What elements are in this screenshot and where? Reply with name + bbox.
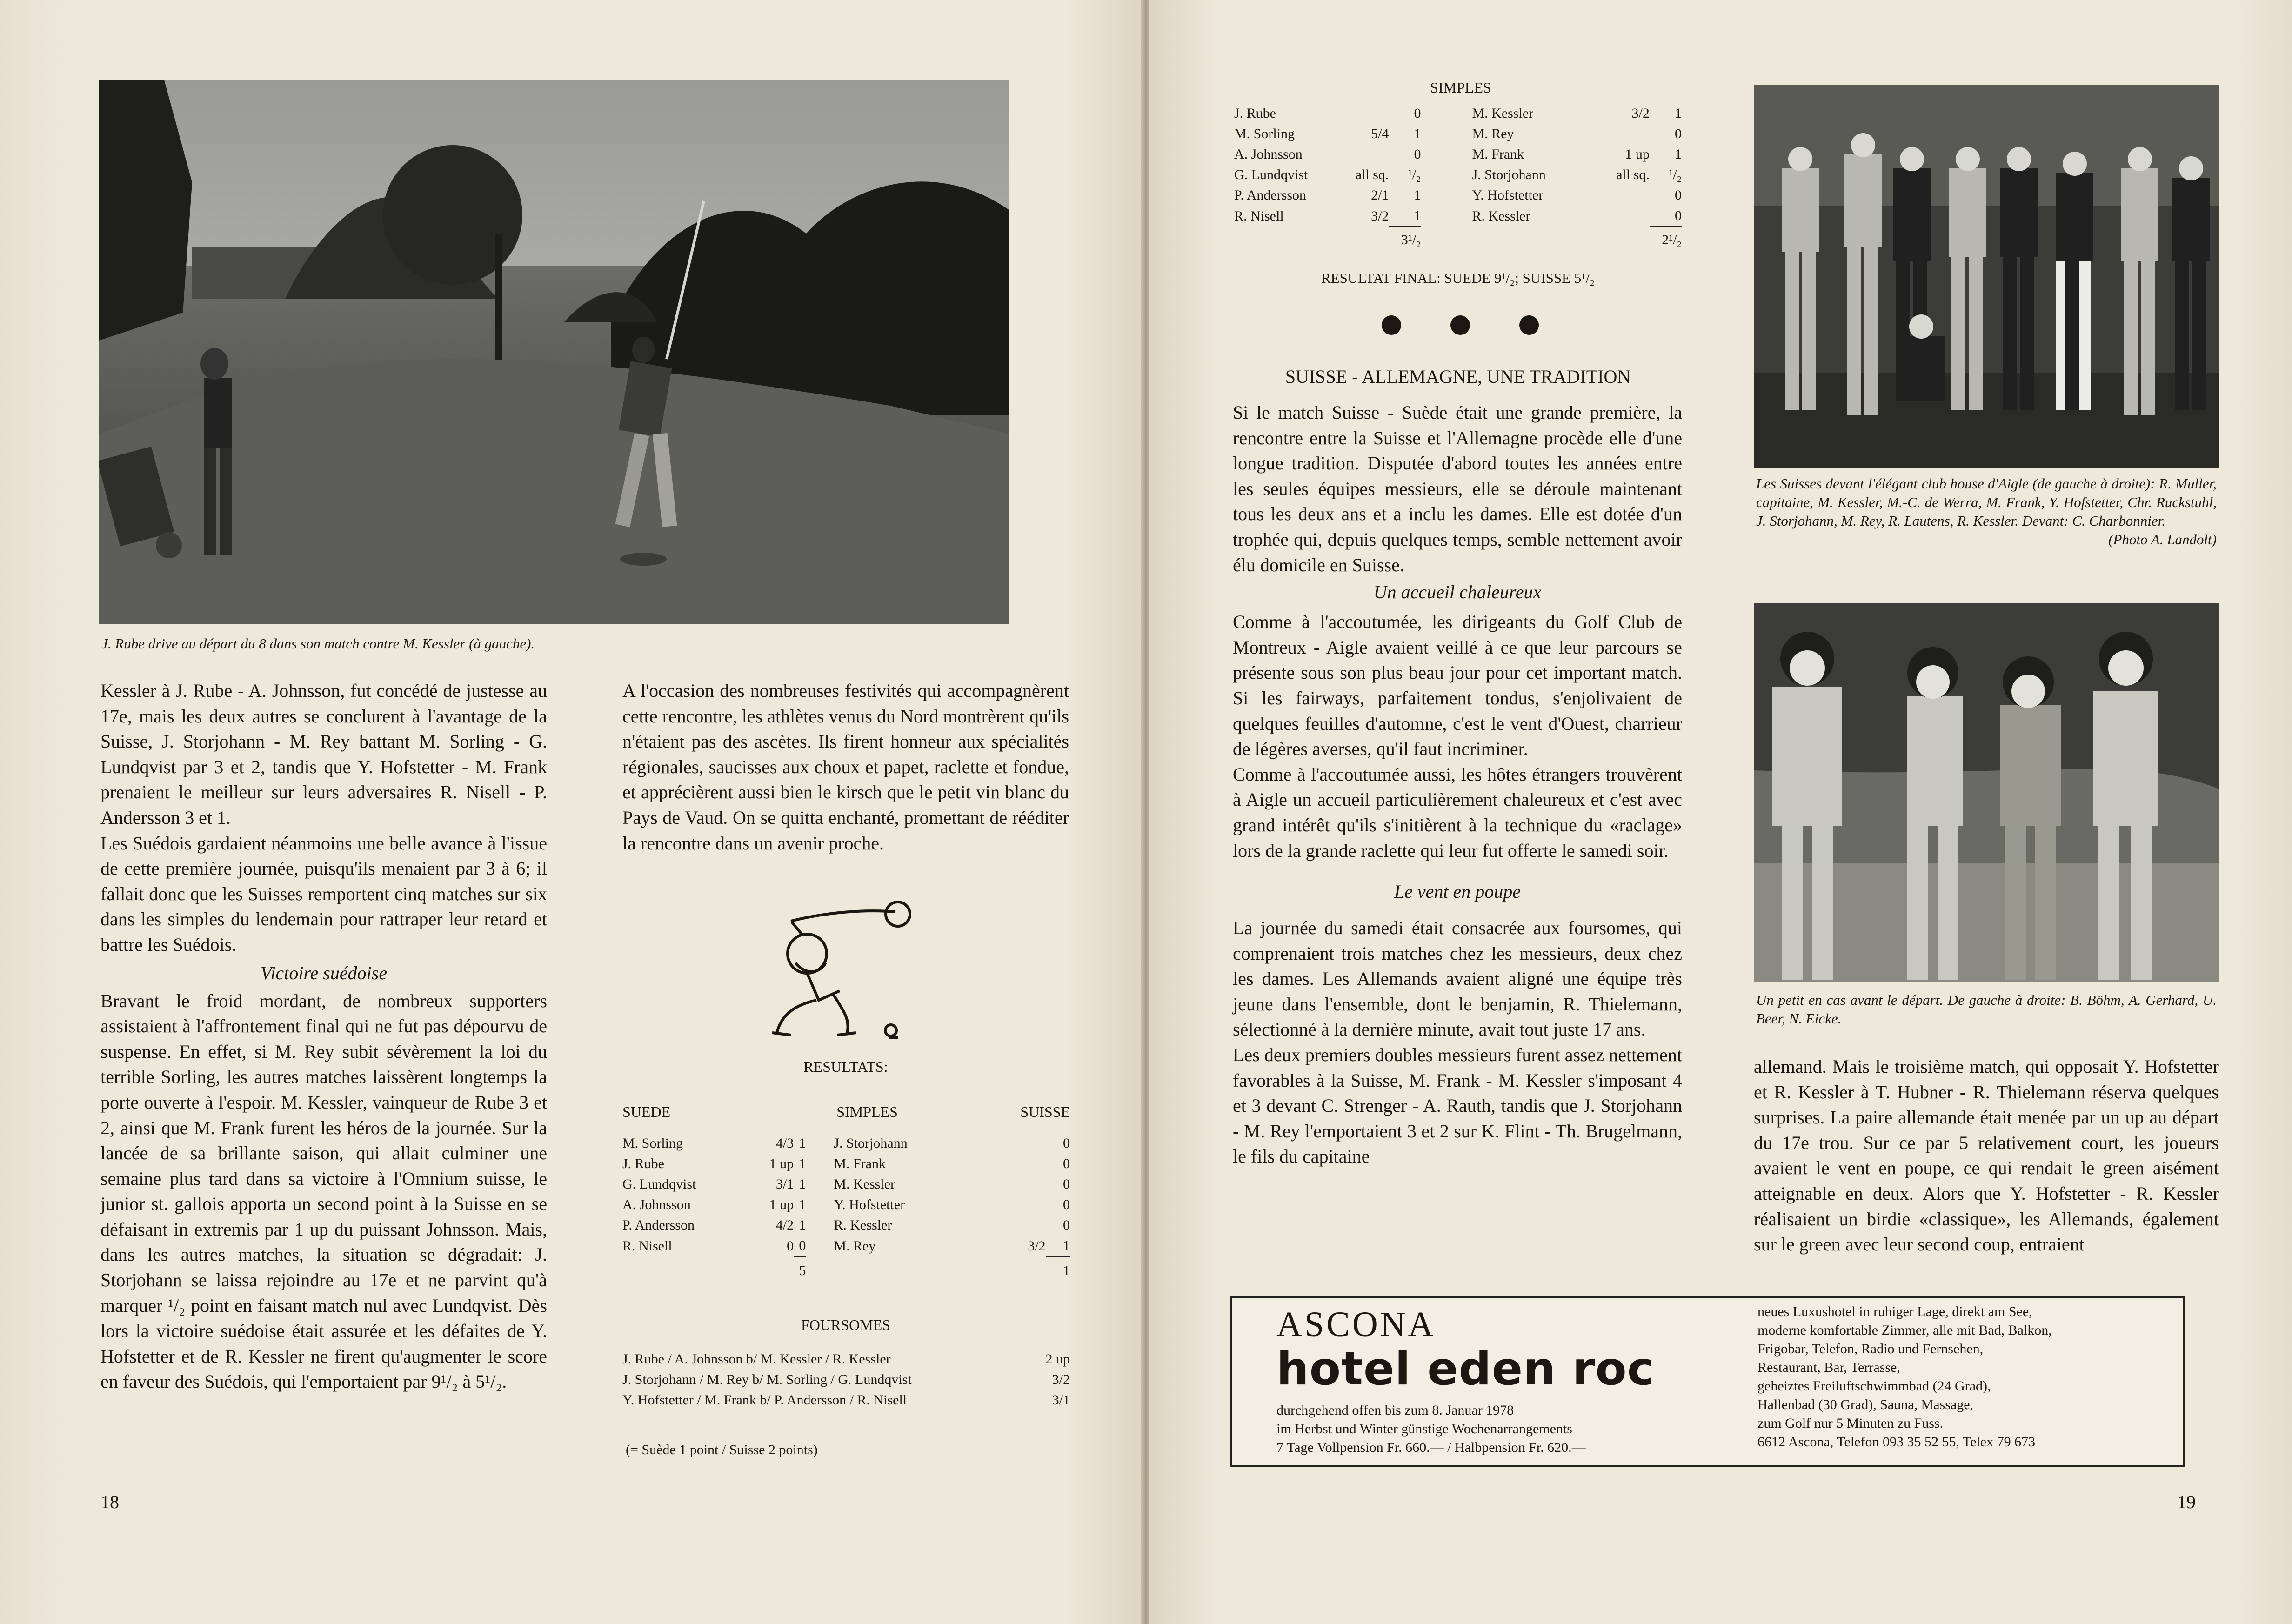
table-row [1234, 103, 1682, 124]
points-switzerland: 0 [1063, 1156, 1070, 1171]
margin-switzerland [983, 1174, 1046, 1195]
totals-row [1234, 227, 1682, 250]
margin-switzerland [983, 1154, 1046, 1174]
paragraph: Les Suédois gardaient néanmoins une belle avance à l'issue de cette première journée, puisqu'ils menaient par 3 à 6; il fallait donc que les Suisses remportent cinq matches sur six dans les simples du lendemain pour rattraper leur retard et battre les Suédois. [100, 832, 547, 955]
margin-sweden: 1 up [769, 1197, 794, 1212]
caption-text: Les Suisses devant l'élégant club house d'Aigle (de gauche à droite): R. Muller, capitaine, M. Kessler, M.-C. de Werra, M. Frank, Y. Hofstetter, Chr. Ruckstuhl, J. Storjohann, M. Rey, R. Lautens, R. Kessler. Devant: C. Charbonnier. [1756, 475, 2217, 529]
player-sweden: G. Lundqvist [622, 1176, 696, 1192]
ladies-snack-scene [1754, 603, 2219, 982]
table-row [622, 1174, 1070, 1195]
points-switzerland: 0 [1063, 1136, 1070, 1151]
points-switzerland: 1 [1675, 147, 1682, 162]
foursome-match: J. Rube / A. Johnsson b/ M. Kessler / R. Kessler [622, 1351, 891, 1367]
bullet-separator [1382, 315, 1540, 339]
points-sweden: 1 [1414, 126, 1421, 141]
final-result: RESULTAT FINAL: SUEDE 9¹/₂; SUISSE 5¹/₂ [1321, 270, 1595, 286]
subheading-vent: Le vent en poupe [1394, 881, 1521, 902]
table-row [1234, 124, 1682, 144]
points-switzerland: ¹/₂ [1669, 167, 1682, 182]
foursome-row [622, 1390, 1070, 1410]
player-sweden: M. Sorling [1234, 126, 1295, 141]
player-sweden: R. Nisell [622, 1238, 672, 1254]
ad-left-text [1276, 1401, 1586, 1457]
foursome-row [622, 1370, 1070, 1390]
player-switzerland: Y. Hofstetter [1472, 187, 1544, 203]
foursomes-note: (= Suède 1 point / Suisse 2 points) [626, 1442, 818, 1457]
foursome-row [622, 1349, 1070, 1370]
foursome-score: 2 up [1045, 1351, 1070, 1367]
ad-line: zum Golf nur 5 Minuten zu Fuss. [1757, 1416, 1944, 1431]
margin-switzerland [983, 1133, 1046, 1154]
ad-line: neues Luxushotel in ruhiger Lage, direkt am See, [1757, 1304, 2032, 1319]
simples-top-title: SIMPLES [1430, 79, 1491, 96]
cartoon-golfer-illustration [763, 893, 916, 1047]
points-sweden: 1 [799, 1136, 806, 1151]
points-switzerland: 0 [1675, 187, 1682, 203]
foursome-score: 3/2 [1052, 1372, 1070, 1387]
paragraph: Si le match Suisse - Suède était une grande première, la rencontre entre la Suisse et l'Allemagne procède elle d'une longue tradition. Disputée d'abord toutes les années entre les seules équipes messieurs, elle se déroule maintenant tous les deux ans et a inclu les dames. Elle est dotée d'un trophée qui, depuis quelques temps, semble nettement avoir élu domicile en Suisse. [1233, 402, 1682, 575]
subheading-accueil: Un accueil chaleureux [1373, 581, 1542, 603]
margin-sweden: 1 up [769, 1156, 794, 1171]
player-sweden: A. Johnsson [622, 1197, 691, 1212]
player-sweden: R. Nisell [1234, 208, 1284, 224]
ad-line: Hallenbad (30 Grad), Sauna, Massage, [1757, 1397, 1974, 1412]
ad-line: durchgehend offen bis zum 8. Januar 1978 [1276, 1403, 1514, 1418]
points-sweden: ¹/₂ [1408, 167, 1421, 182]
margin-sweden: all sq. [1355, 167, 1389, 182]
points-switzerland: 0 [1063, 1217, 1070, 1233]
points-sweden: 1 [799, 1197, 806, 1212]
table-row [622, 1236, 1070, 1256]
german-ladies-photo [1754, 603, 2219, 982]
points-switzerland: 1 [1063, 1238, 1070, 1253]
points-sweden: 0 [1414, 106, 1421, 121]
margin-switzerland: 3/2 [1028, 1238, 1046, 1254]
left-column-2 [622, 678, 1069, 856]
margin-switzerland: 1 up [1625, 147, 1650, 162]
points-sweden: 1 [1414, 187, 1421, 203]
points-sweden: 1 [799, 1156, 806, 1171]
margin-sweden: 2/1 [1371, 187, 1389, 203]
golf-drive-photo [99, 80, 1009, 624]
table-row [1234, 144, 1682, 165]
right-page [1149, 0, 2292, 1624]
points-switzerland: 0 [1063, 1176, 1070, 1192]
left-column-1 [100, 678, 547, 1395]
ad-hotel-name: hotel eden roc [1276, 1343, 1655, 1396]
margin-sweden [1341, 103, 1389, 124]
player-switzerland: M. Frank [834, 1156, 886, 1171]
points-switzerland: 0 [1675, 126, 1682, 141]
points-sweden: 1 [799, 1176, 806, 1192]
player-sweden: G. Lundqvist [1234, 167, 1308, 182]
ad-right-text [1757, 1303, 2052, 1451]
subheading-victoire-suedoise: Victoire suédoise [260, 962, 388, 983]
totals-row [622, 1256, 1070, 1281]
team-photo-caption [1756, 475, 2217, 549]
player-switzerland: R. Kessler [1472, 208, 1530, 224]
hotel-eden-roc-ad [1230, 1296, 2185, 1467]
player-switzerland: J. Storjohann [1472, 167, 1546, 182]
total-sweden: 3¹/₂ [1389, 227, 1421, 250]
margin-switzerland: all sq. [1616, 167, 1650, 182]
table-row [622, 1215, 1070, 1236]
player-sweden: A. Johnsson [1234, 147, 1303, 162]
left-page [0, 0, 1143, 1624]
margin-sweden: 4/2 [775, 1217, 794, 1233]
results-simples-table [622, 1102, 1070, 1281]
foursomes-table [622, 1349, 1070, 1410]
margin-switzerland [1601, 185, 1650, 206]
total-switzerland: 2¹/₂ [1650, 227, 1682, 250]
margin-sweden: 4/3 [775, 1136, 794, 1151]
points-switzerland: 1 [1675, 106, 1682, 121]
player-switzerland: Y. Hofstetter [834, 1197, 905, 1212]
header-simples: SIMPLES [836, 1103, 898, 1120]
total-switzerland: 1 [1046, 1256, 1070, 1281]
team-group-scene [1754, 85, 2219, 468]
table-row [1234, 185, 1682, 206]
points-sweden: 0 [1414, 147, 1421, 162]
margin-switzerland [983, 1195, 1046, 1215]
ad-line: im Herbst und Winter günstige Wochenarrangements [1276, 1421, 1572, 1437]
table-row [622, 1154, 1070, 1174]
paragraph: A l'occasion des nombreuses festivités qui accompagnèrent cette rencontre, les athlètes venus du Nord montrèrent qu'ils n'étaient pas des ascètes. Ils firent honneur aux spécialités régionales, saucisses aux choux et papet, raclette et fondue, et apprécièrent aussi bien le kirsch que le petit vin blanc du Pays de Vaud. On se quitta enchanté, promettant de rééditer la rencontre dans un avenir proche. [622, 680, 1069, 854]
paragraph: Comme à l'accoutumée aussi, les hôtes étrangers trouvèrent à Aigle un accueil particulièrement chaleureux et c'est avec grand intérêt qu'ils s'initièrent à la technique du «raclage» lors de la grande raclette qui leur fut offerte le samedi soir. [1233, 763, 1682, 861]
margin-switzerland [1601, 206, 1650, 227]
player-sweden: P. Andersson [1234, 187, 1307, 203]
margin-sweden: 0 [787, 1238, 794, 1254]
player-switzerland: M. Rey [834, 1238, 876, 1254]
margin-switzerland [983, 1215, 1046, 1236]
margin-sweden: 3/1 [775, 1176, 794, 1192]
player-switzerland: M. Frank [1472, 147, 1524, 162]
player-switzerland: M. Rey [1472, 126, 1514, 141]
table-row [1234, 165, 1682, 185]
player-sweden: J. Rube [1234, 106, 1276, 121]
ad-line: Frigobar, Telefon, Radio und Fernsehen, [1757, 1341, 1984, 1357]
simples-top-table [1234, 103, 1682, 250]
ad-line: 6612 Ascona, Telefon 093 35 52 55, Telex 79 673 [1757, 1434, 2036, 1450]
margin-sweden: 5/4 [1371, 126, 1389, 141]
article-title: SUISSE - ALLEMAGNE, UNE TRADITION [1285, 366, 1631, 387]
points-sweden: 1 [1414, 208, 1421, 223]
paragraph: Comme à l'accoutumée, les dirigeants du Golf Club de Montreux - Aigle avaient veillé à ce que leur parcours se présente sous son plus beau jour pour cet important match. Si les fairways, parfaitement tondus, s'enjolivaient de quelques feuilles d'automne, c'est le vent d'Ouest, charrieur de légères averses, qu'il faut incriminer. [1233, 611, 1682, 760]
results-title: RESULTATS: [803, 1058, 888, 1075]
player-switzerland: M. Kessler [834, 1176, 895, 1192]
foursome-match: Y. Hofstetter / M. Frank b/ P. Andersson / R. Nisell [622, 1392, 907, 1408]
player-sweden: P. Andersson [622, 1217, 695, 1233]
page-number-right: 19 [2177, 1491, 2196, 1512]
paragraph: Kessler à J. Rube - A. Johnsson, fut concédé de justesse au 17e, mais les deux autres se conclurent à l'avantage de la Suisse, J. Storjohann - M. Rey battant M. Sorling - G. Lundqvist par 3 et 2, tandis que Y. Hofstetter - M. Frank prenaient le meilleur sur leurs adversaires R. Nisell - P. Andersson 3 et 1. [100, 680, 547, 828]
foursome-match: J. Storjohann / M. Rey b/ M. Sorling / G. Lundqvist [622, 1372, 912, 1387]
paragraph: allemand. Mais le troisième match, qui opposait Y. Hofstetter et R. Kessler à T. Hubner - R. Thielemann réserva quelques surprises. La paire allemande était menée par un up au départ du 17e trou. Sur ce par 5 relativement court, les joueurs avaient le vent en poupe, ce qui rendait le green aisément atteignable en deux. Alors que Y. Hofstetter - R. Kessler réalisaient un birdie «classique», les Allemands, également sur le green avec leur second coup, entraient [1754, 1056, 2219, 1255]
ad-line: moderne komfortable Zimmer, alle mit Bad, Balkon, [1757, 1323, 2052, 1338]
points-switzerland: 0 [1063, 1197, 1070, 1212]
ad-line: geheiztes Freiluftschwimmbad (24 Grad), [1757, 1378, 1991, 1394]
ad-line: Restaurant, Bar, Terrasse, [1757, 1360, 1900, 1375]
paragraph: La journée du samedi était consacrée aux foursomes, qui comprenaient trois matches chez les messieurs, deux chez les dames. Les Allemands avaient aligné une équipe très jeune dans l'ensemble, dont le benjamin, R. Thielemann, sélectionné à la dernière minute, avait tout juste 17 ans. [1233, 917, 1682, 1040]
player-sweden: J. Rube [622, 1156, 664, 1171]
ad-line: 7 Tage Vollpension Fr. 660.— / Halbpension Fr. 620.— [1276, 1440, 1586, 1455]
total-sweden: 5 [794, 1256, 806, 1281]
golf-course-scene [99, 80, 1009, 624]
ad-town: ASCONA [1276, 1305, 1436, 1344]
points-switzerland: 0 [1675, 208, 1682, 223]
margin-switzerland: 3/2 [1631, 106, 1650, 121]
points-sweden: 1 [799, 1217, 806, 1233]
page-number-left: 18 [100, 1491, 119, 1512]
points-sweden: 0 [799, 1238, 806, 1253]
photo-credit: (Photo A. Landolt) [2108, 531, 2217, 548]
margin-sweden [1341, 144, 1389, 165]
table-row [622, 1195, 1070, 1215]
paragraph: Les deux premiers doubles messieurs furent assez nettement favorables à la Suisse, M. Frank - M. Kessler s'imposant 4 et 3 devant C. Strenger - A. Rauth, tandis que J. Storjohann - M. Rey l'emportaient 3 et 2 sur K. Flint - Th. Brugelmann, le fils du capitaine [1233, 1044, 1682, 1167]
table-row [622, 1133, 1070, 1154]
header-sweden: SUEDE [622, 1103, 671, 1120]
paragraph: Bravant le froid mordant, de nombreux supporters assistaient à l'affrontement final qui ne fut pas dépourvu de suspense. En effet, si M. Rey subit sévèrement la loi du terrible Sorling, les autres matches laissèrent longtemps la porte ouverte à l'espoir. M. Kessler, vainqueur de Rube 3 et 2, ainsi que M. Frank furent les héros de la journée. Sur la lancée de sa brillante saison, qui allait culminer une semaine plus tard dans sa victoire à l'Omnium suisse, le junior st. gallois apporta un second point à la Suisse en se défaisant in extremis par 1 up du puissant Johnsson. Mais, dans les autres matches, la situation se dégradait: J. Storjohann se laissa rejoindre au 17e et ne parvint qu'à marquer ¹/₂ point en faisant match nul avec Lundqvist. Dès lors la victoire suédoise était assurée et les défaites de Y. Hofstetter et de R. Kessler ne firent qu'augmenter le score en faveur des Suédois, qui l'emportaient par 9¹/₂ à 5¹/₂. [100, 990, 547, 1392]
player-switzerland: R. Kessler [834, 1217, 892, 1233]
ladies-photo-caption: Un petit en cas avant le départ. De gauche à droite: B. Böhm, A. Gerhard, U. Beer, N. Eicke. [1756, 992, 2217, 1027]
foursomes-title: FOURSOMES [801, 1317, 891, 1333]
foursome-score: 3/1 [1052, 1392, 1070, 1408]
player-sweden: M. Sorling [622, 1136, 683, 1151]
right-column-2 [1754, 1054, 2219, 1257]
player-switzerland: M. Kessler [1472, 106, 1534, 121]
player-switzerland: J. Storjohann [834, 1136, 908, 1151]
margin-sweden: 3/2 [1371, 208, 1389, 224]
header-switzerland: SUISSE [1020, 1103, 1070, 1120]
right-column-1 [1233, 400, 1682, 1170]
table-row [1234, 206, 1682, 227]
swiss-team-photo [1754, 85, 2219, 468]
golf-photo-caption: J. Rube drive au départ du 8 dans son match contre M. Kessler (à gauche). [101, 635, 535, 652]
table-header-row [622, 1102, 1070, 1133]
margin-switzerland [1601, 124, 1650, 144]
